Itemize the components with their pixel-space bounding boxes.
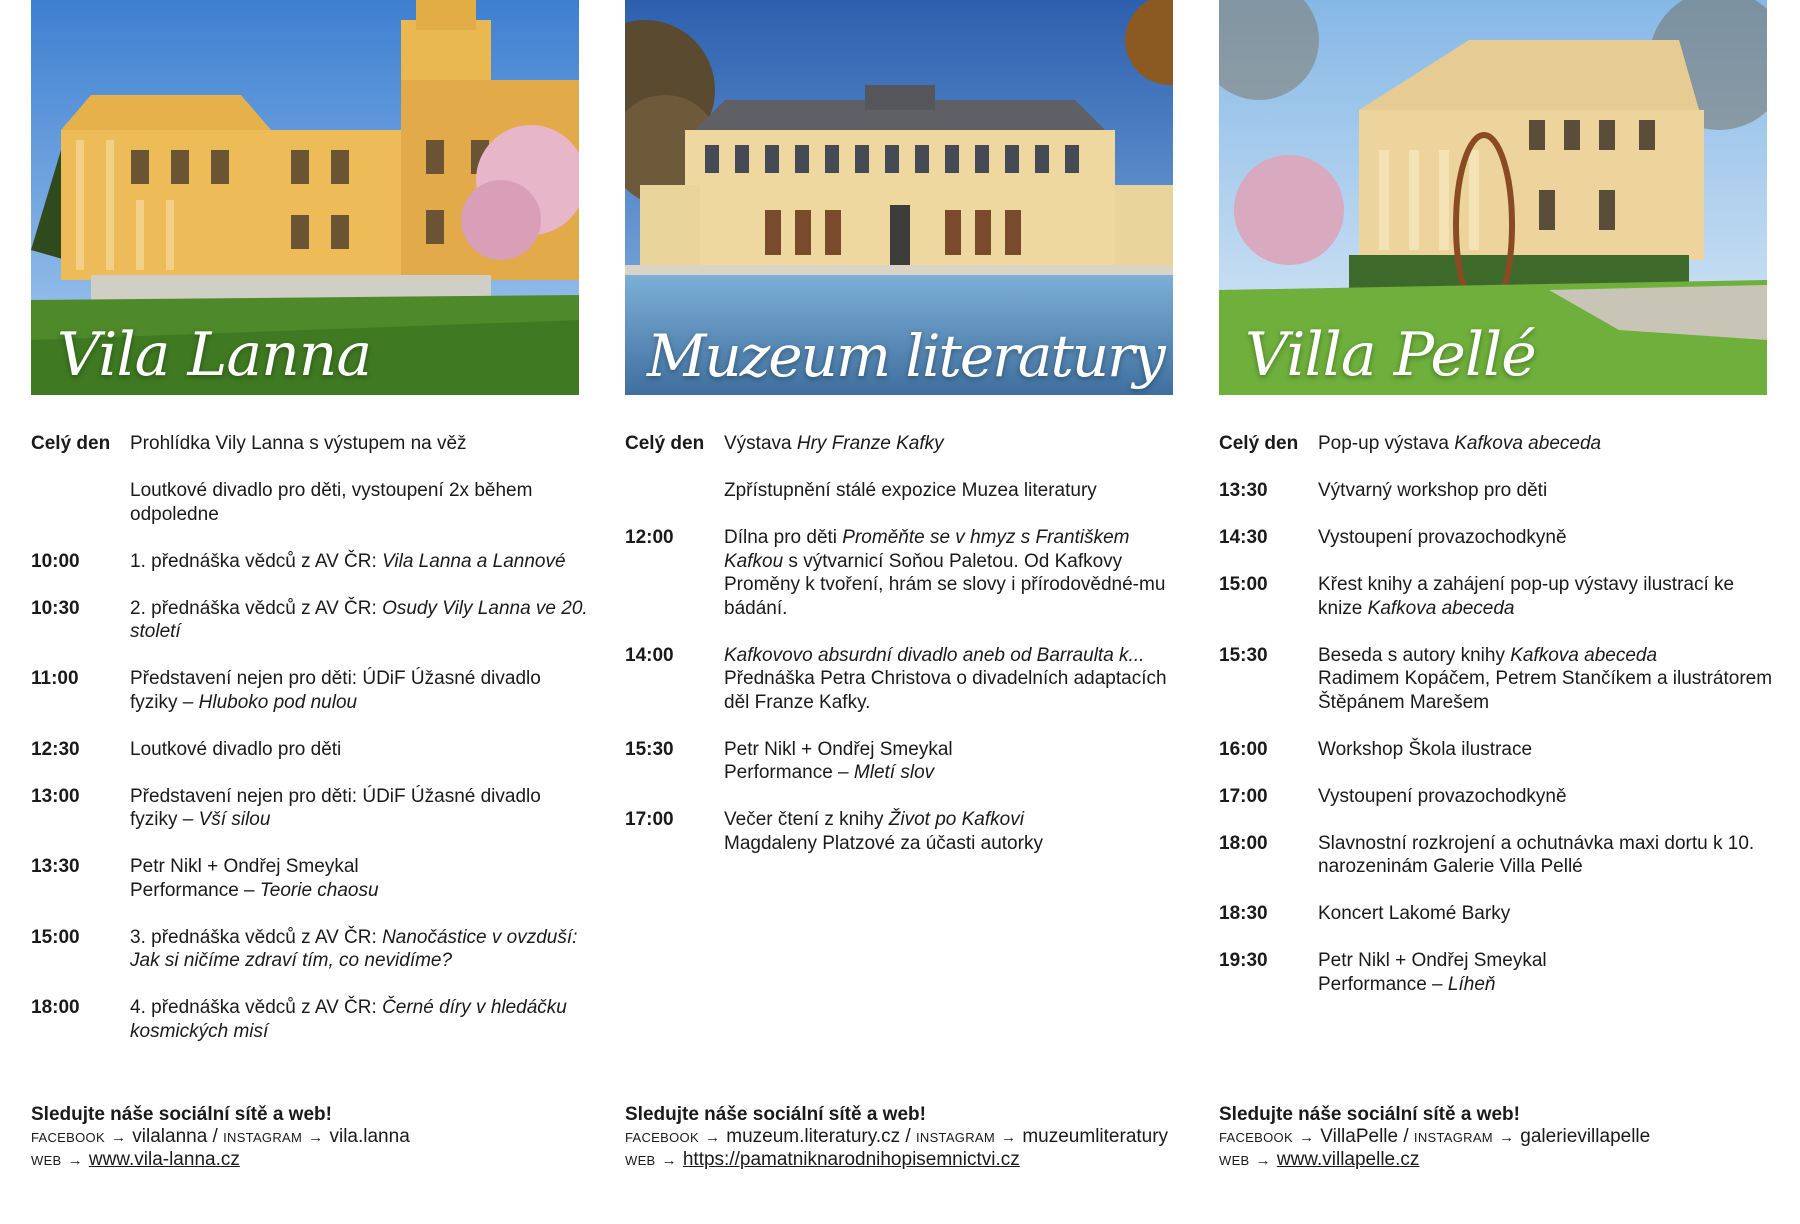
arrow-right-icon: → [700, 1129, 725, 1146]
social-accounts [1219, 1126, 1799, 1149]
schedule-item [625, 738, 1185, 785]
vila-lanna-photo [31, 0, 579, 395]
schedule-item [625, 479, 1185, 503]
schedule-item [1219, 949, 1779, 996]
event-text: Workshop Škola ilustrace [1318, 738, 1533, 760]
web-line [31, 1149, 611, 1172]
schedule-item [1219, 526, 1779, 550]
column-muzeum-literatury [625, 0, 1173, 1170]
event-text: 3. přednáška vědců z AV ČR: [130, 926, 383, 948]
web-label: WEB [625, 1153, 656, 1168]
event-title-italic: Černé díry v hledáčku kosmických misí [130, 997, 567, 1042]
website-link[interactable]: www.villapelle.cz [1276, 1149, 1420, 1170]
arrow-right-icon: → [304, 1129, 328, 1146]
event-time: 17:00 [1219, 785, 1268, 807]
separator: / [207, 1126, 224, 1147]
arrow-right-icon: → [657, 1152, 681, 1169]
web-label: WEB [1219, 1153, 1250, 1168]
event-text: Dílna pro děti [724, 527, 843, 548]
event-description [1318, 832, 1779, 879]
schedule-item [1219, 644, 1779, 715]
event-description [724, 644, 1185, 715]
schedule-item [625, 644, 1185, 715]
event-time: 17:00 [625, 809, 674, 830]
instagram-label: INSTAGRAM [915, 1130, 995, 1145]
event-time: 10:30 [31, 597, 80, 619]
event-text: Performance – [724, 762, 854, 783]
event-description [130, 926, 591, 973]
schedule [31, 432, 591, 1067]
event-description [1318, 785, 1779, 809]
schedule-item [31, 785, 591, 832]
social-links [1219, 1104, 1799, 1172]
schedule-item [31, 597, 591, 644]
event-description [1318, 644, 1779, 715]
event-title-italic: Hluboko pod nulou [198, 691, 358, 713]
event-text: Vystoupení provazochodkyně [1318, 785, 1567, 807]
event-description [1318, 573, 1779, 620]
instagram-handle[interactable]: galerievillapelle [1520, 1126, 1651, 1147]
event-text: Performance – [130, 879, 260, 901]
event-text: 4. přednáška vědců z AV ČR: [130, 997, 383, 1018]
social-accounts [625, 1126, 1205, 1149]
website-link[interactable]: https://pamatniknarodnihopisemnictvi.cz [682, 1149, 1020, 1170]
event-time: Celý den [625, 433, 705, 454]
separator: / [1398, 1126, 1414, 1147]
event-title-italic: Kafkova abeceda [1510, 644, 1658, 666]
event-text: Petr Nikl + Ondřej Smeykal [130, 856, 359, 877]
event-text: Zpřístupnění stálé expozice Muzea literatury [724, 480, 1097, 501]
schedule [1219, 432, 1779, 1020]
event-title-italic: Vila Lanna a Lannové [382, 550, 566, 572]
event-time: 10:00 [31, 550, 80, 572]
event-text: Petr Nikl + Ondřej Smeykal [1318, 950, 1547, 971]
event-text: 2. přednáška vědců z AV ČR: [130, 597, 383, 619]
schedule-item [1219, 832, 1779, 879]
schedule [625, 432, 1185, 879]
event-title-italic: Mletí slov [853, 762, 935, 783]
event-time: Celý den [1219, 433, 1299, 454]
event-title-italic: Kafkova abeceda [1367, 597, 1515, 619]
event-description [1318, 526, 1779, 550]
event-title-italic: Proměňte se v hmyz s Františkem Kafkou [724, 527, 1130, 572]
event-description [1318, 432, 1779, 456]
event-description [130, 996, 591, 1043]
event-time: 13:30 [1219, 480, 1268, 501]
event-time: 12:30 [31, 738, 80, 760]
schedule-item [625, 808, 1185, 855]
event-description [130, 667, 591, 714]
event-title-italic: Vší silou [198, 809, 271, 830]
event-title-italic: Osudy Vily Lanna ve 20. století [130, 597, 588, 642]
social-links [625, 1104, 1205, 1172]
event-title-italic: Kafkovovo absurdní divadlo aneb od Barraulta k... [724, 644, 1145, 666]
event-description [130, 479, 591, 526]
event-text: Večer čtení z knihy [724, 809, 889, 830]
event-description [1318, 479, 1779, 503]
arrow-right-icon: → [997, 1129, 1021, 1146]
event-title-italic: Život po Kafkovi [888, 809, 1024, 830]
website-link[interactable]: www.vila-lanna.cz [88, 1149, 240, 1170]
instagram-label: INSTAGRAM [1413, 1130, 1493, 1145]
social-links [31, 1104, 611, 1172]
event-time: 12:00 [625, 527, 674, 548]
event-time: 18:00 [1219, 832, 1268, 854]
event-text: Performance – [1318, 973, 1448, 995]
event-description [130, 597, 591, 644]
instagram-handle[interactable]: muzeumliteratury [1022, 1126, 1169, 1147]
event-text: Vystoupení provazochodkyně [1318, 527, 1567, 548]
event-time [31, 479, 130, 526]
schedule-item [625, 432, 1185, 456]
event-description [130, 855, 591, 902]
schedule-item [1219, 902, 1779, 926]
event-title-italic: Kafkova abeceda [1454, 433, 1602, 454]
event-text: Petr Nikl + Ondřej Smeykal [724, 738, 953, 760]
event-text: Prohlídka Vily Lanna s výstupem na věž [130, 433, 467, 454]
event-time: 18:00 [31, 997, 80, 1018]
facebook-label: FACEBOOK [625, 1130, 699, 1145]
event-time: 13:00 [31, 785, 80, 807]
web-line [1219, 1149, 1799, 1172]
social-heading: Sledujte náše sociální sítě a web! [625, 1104, 926, 1125]
column-vila-lanna [31, 0, 588, 1170]
event-text: Loutkové divadlo pro děti, vystoupení 2x během odpoledne [130, 480, 533, 525]
event-time: 14:00 [625, 644, 674, 666]
event-description [1318, 738, 1779, 762]
facebook-handle[interactable]: VillaPelle [1320, 1126, 1399, 1147]
event-description [1318, 949, 1779, 996]
social-heading: Sledujte náše sociální sítě a web! [31, 1104, 332, 1125]
schedule-item [1219, 573, 1779, 620]
schedule-item [1219, 785, 1779, 809]
schedule-item [1219, 479, 1779, 503]
event-text: s výtvarnicí Soňou Paletou. Od Kafkovy Proměny k tvoření, hrám se slovy i přírodovědné-mu bádání. [724, 550, 1166, 619]
event-time: Celý den [31, 433, 111, 454]
event-description [130, 550, 591, 574]
event-description [1318, 902, 1779, 926]
schedule-item [31, 855, 591, 902]
event-description [130, 785, 591, 832]
venue-title: Muzeum literatury [647, 322, 1164, 390]
event-description [724, 432, 1185, 456]
schedule-item [31, 996, 591, 1043]
event-time: 13:30 [31, 856, 80, 877]
facebook-handle[interactable]: vilalanna [132, 1126, 208, 1147]
arrow-right-icon: → [1294, 1129, 1319, 1146]
facebook-handle[interactable]: muzeum.literatury.cz [726, 1126, 901, 1147]
arrow-right-icon: → [106, 1129, 131, 1146]
social-accounts [31, 1126, 611, 1149]
arrow-right-icon: → [1494, 1129, 1519, 1146]
column-villa-pelle [1219, 0, 1773, 1170]
event-description [724, 526, 1185, 620]
event-text: Představení nejen pro děti: ÚDiF Úžasné divadlo fyziky – [130, 785, 541, 830]
event-text: Beseda s autory knihy [1318, 644, 1511, 666]
event-description [724, 738, 1185, 785]
event-title-italic: Nanočástice v ovzduší: Jak si ničíme zdraví tím, co nevidíme? [130, 926, 578, 971]
schedule-item [1219, 738, 1779, 762]
web-line [625, 1149, 1205, 1172]
event-text: Loutkové divadlo pro děti [130, 738, 342, 760]
schedule-item [31, 667, 591, 714]
event-time: 15:30 [1219, 644, 1268, 666]
facebook-label: FACEBOOK [1219, 1130, 1293, 1145]
event-time: 16:00 [1219, 738, 1268, 760]
event-text: 1. přednáška vědců z AV ČR: [130, 550, 383, 572]
event-text: Křest knihy a zahájení pop-up výstavy ilustrací ke knize [1318, 574, 1735, 619]
event-time: 15:30 [625, 738, 674, 760]
facebook-label: FACEBOOK [31, 1130, 105, 1145]
instagram-handle[interactable]: vila.lanna [329, 1126, 410, 1147]
event-text: Magdaleny Platzové za účasti autorky [724, 832, 1043, 854]
event-text: Výtvarný workshop pro děti [1318, 480, 1548, 501]
event-description [724, 808, 1185, 855]
event-time: 14:30 [1219, 527, 1268, 548]
event-time: 11:00 [31, 668, 79, 689]
event-description [130, 738, 591, 762]
event-description [130, 432, 591, 456]
schedule-item [31, 926, 591, 973]
event-time: 19:30 [1219, 950, 1268, 971]
event-time: 15:00 [1219, 574, 1268, 595]
event-title-italic: Hry Franze Kafky [796, 433, 944, 454]
event-text: Přednáška Petra Christova o divadelních adaptacích děl Franze Kafky. [724, 668, 1167, 713]
schedule-item [1219, 432, 1779, 456]
schedule-item [31, 550, 591, 574]
web-label: WEB [31, 1153, 62, 1168]
venue-title: Villa Pellé [1245, 320, 1536, 390]
event-description [724, 479, 1185, 503]
event-text: Představení nejen pro děti: ÚDiF Úžasné divadlo fyziky – [130, 668, 541, 713]
separator: / [900, 1126, 916, 1147]
arrow-right-icon: → [1251, 1152, 1275, 1169]
venue-title: Vila Lanna [57, 320, 372, 390]
social-heading: Sledujte náše sociální sítě a web! [1219, 1104, 1520, 1125]
schedule-item [31, 432, 591, 456]
arrow-right-icon: → [63, 1152, 87, 1169]
villa-pelle-photo [1219, 0, 1767, 395]
schedule-item [31, 479, 591, 526]
event-text: Výstava [724, 433, 797, 454]
instagram-label: INSTAGRAM [223, 1130, 303, 1145]
muzeum-literatury-photo [625, 0, 1173, 395]
event-time: 18:30 [1219, 903, 1268, 924]
event-title-italic: Teorie chaosu [259, 879, 379, 901]
schedule-item [625, 526, 1185, 620]
event-time: 15:00 [31, 926, 80, 948]
event-text: Radimem Kopáčem, Petrem Stančíkem a ilustrátorem Štěpánem Marešem [1318, 668, 1773, 713]
event-title-italic: Líheň [1447, 973, 1496, 995]
event-time [625, 479, 724, 503]
event-text: Pop-up výstava [1318, 433, 1455, 454]
event-text: Slavnostní rozkrojení a ochutnávka maxi dortu k 10. narozeninám Galerie Villa Pellé [1318, 832, 1755, 877]
schedule-item [31, 738, 591, 762]
event-text: Koncert Lakomé Barky [1318, 903, 1511, 924]
